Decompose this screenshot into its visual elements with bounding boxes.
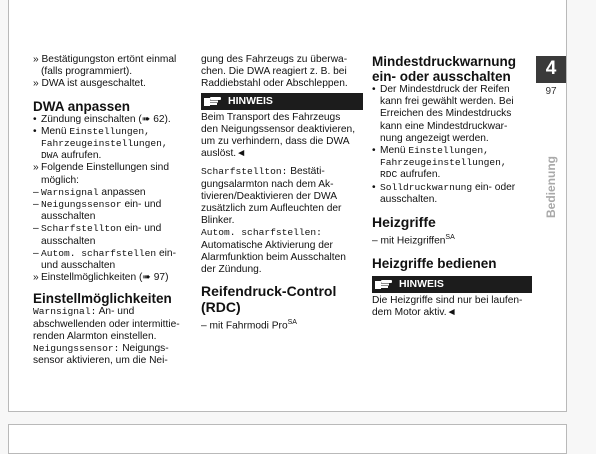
text-line: Beim Transport des Fahrzeugs [201, 111, 341, 123]
next-page-frame [8, 424, 567, 454]
list-item: • Menü Einstellungen, Fahrzeugeinstellungen, DWA aufrufen. [33, 125, 168, 162]
heading-mindestdruckwarnung: Mindestdruckwarnung ein- oder ausschalten [372, 54, 517, 84]
text-line: auslöst.◄ [201, 148, 247, 160]
scharfstellton-description: Scharfstellton: Bestäti- gungsalarmton nach dem Ak- tivieren/Deaktivieren der DWA zusätzlich zum Aufleuchten der Blinker. [201, 166, 342, 227]
text-line: » DWA ist ausgeschaltet. [33, 78, 146, 90]
list-item: » Einstellmöglichkeiten (➠ 97) [33, 272, 169, 284]
heading-dwa-anpassen: DWA anpassen [33, 98, 131, 114]
text-line: gung des Fahrzeugs zu überwa- [201, 54, 348, 65]
page-ref-arrow-icon: ➠ [142, 272, 151, 284]
hinweis-hand-icon [204, 95, 222, 107]
column-3 [372, 54, 532, 319]
sa-superscript: SA [445, 234, 455, 242]
page-number: 97 [536, 82, 566, 100]
page-ref-arrow-icon: ➠ [141, 113, 151, 125]
text-line: (falls programmiert). [41, 66, 133, 78]
chapter-side-label: Bedienung [544, 156, 558, 218]
list-item: – Scharfstellton ein- und ausschalten [33, 223, 162, 247]
heading-einstellmoeglichkeiten: Einstellmöglichkeiten [33, 291, 172, 307]
heading-heizgriffe: Heizgriffe [372, 214, 436, 231]
text-line: Die Heizgriffe sind nur bei laufen- [372, 294, 523, 306]
hinweis-hand-icon [375, 278, 393, 290]
text-line: dem Motor aktiv.◄ [372, 306, 457, 318]
list-item: » Folgende Einstellungen sind möglich: [33, 162, 170, 186]
list-item: • Zündung einschalten (➠ 62). [33, 113, 171, 125]
text-line: um zu verhindern, dass die DWA [201, 136, 350, 148]
text-line: chen. Die DWA reagiert z. B. bei [201, 66, 347, 78]
list-item: – Autom. scharfstellen ein- und ausschalten [33, 247, 176, 272]
list-item: • Menü Einstellungen, Fahrzeugeinstellungen, RDC aufrufen. [372, 145, 507, 181]
text-line: den Neigungssensor deaktivieren, [201, 123, 356, 135]
text-line: » Bestätigungston ertönt einmal [33, 54, 177, 65]
rdc-equipment-note: – mit Fahrmodi Pro$^{SA}$ [201, 319, 297, 332]
autom-scharfstellen-description: Autom. scharfstellen: Automatische Aktivierung der Alarmfunktion beim Ausschalten der Zündung. [201, 227, 346, 276]
column-1 [33, 54, 191, 367]
text-line: Raddiebstahl oder Abschleppen. [201, 78, 348, 90]
hinweis-banner: HINWEIS [372, 276, 532, 293]
list-item: • Solldruckwarnung ein- oder ausschalten. [372, 181, 516, 205]
warnsignal-description: Warnsignal: An- und abschwellenden oder intermittie- renden Alarmton einstellen. [33, 306, 180, 342]
column-2 [201, 54, 363, 333]
sa-superscript: SA [287, 319, 297, 327]
heizgriffe-equipment-note: – mit Heizgriffen$^{SA}$ [372, 234, 455, 247]
heading-heizgriffe-bedienen: Heizgriffe bedienen [372, 255, 497, 271]
hinweis-banner: HINWEIS [201, 93, 363, 110]
list-item: • Der Mindestdruck der Reifen kann frei gewählt werden. Bei Erreichen des Mindestdrucks kann eine Mindestdruckwar- nung angezeigt werden. [372, 84, 514, 144]
neigungssensor-description: Neigungssensor: Neigungs- sensor aktivieren, um die Nei- [33, 343, 169, 367]
list-item: – Neigungssensor ein- und ausschalten [33, 199, 162, 223]
chapter-number: 4 [545, 58, 557, 79]
list-item: – Warnsignal anpassen [33, 186, 146, 198]
heading-reifendruck-control: Reifendruck-Control (RDC) [201, 283, 337, 316]
